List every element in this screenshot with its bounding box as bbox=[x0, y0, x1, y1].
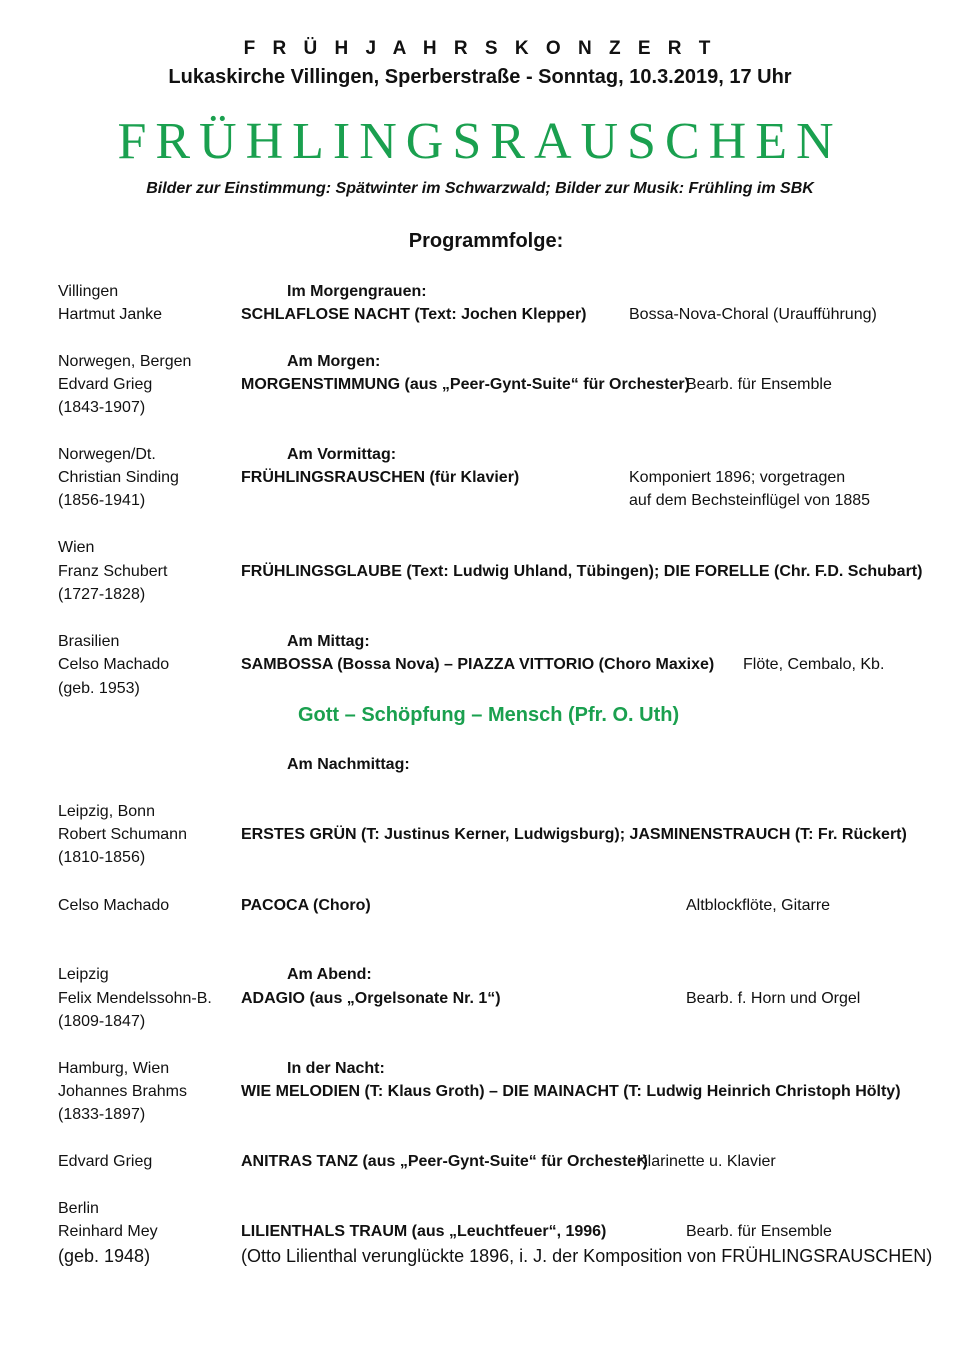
composer-place: Hamburg, Wien bbox=[58, 1060, 170, 1077]
time-of-day: In der Nacht: bbox=[287, 1060, 385, 1077]
concert-kicker: F R Ü H J A H R S K O N Z E R T bbox=[243, 38, 717, 59]
composer-place: Villingen bbox=[58, 283, 119, 300]
subtitle: Bilder zur Einstimmung: Spätwinter im Schwarzwald; Bilder zur Musik: Frühling im SBK bbox=[146, 180, 814, 197]
composer-dates: (1833-1897) bbox=[58, 1106, 146, 1123]
composer-dates: (geb. 1948) bbox=[58, 1246, 151, 1266]
work-title: PACOCA (Choro) bbox=[241, 897, 371, 914]
composer-name: Celso Machado bbox=[58, 897, 170, 914]
work-note: Bearb. für Ensemble bbox=[686, 1223, 832, 1240]
composer-name: Edvard Grieg bbox=[58, 1153, 153, 1170]
work-title: SCHLAFLOSE NACHT (Text: Jochen Klepper) bbox=[241, 306, 587, 323]
venue-date-line: Lukaskirche Villingen, Sperberstraße - Sonntag, 10.3.2019, 17 Uhr bbox=[168, 66, 792, 88]
time-of-day: Am Morgen: bbox=[287, 353, 381, 370]
work-title: ADAGIO (aus „Orgelsonate Nr. 1“) bbox=[241, 990, 501, 1007]
work-title: FRÜHLINGSRAUSCHEN (für Klavier) bbox=[241, 469, 520, 486]
composer-name: Robert Schumann bbox=[58, 826, 187, 843]
composer-place: Leipzig, Bonn bbox=[58, 803, 155, 820]
composer-dates: (1856-1941) bbox=[58, 492, 146, 509]
time-of-day: Am Vormittag: bbox=[287, 446, 397, 463]
composer-name: Reinhard Mey bbox=[58, 1223, 158, 1240]
composer-name: Johannes Brahms bbox=[58, 1083, 187, 1100]
composer-name: Christian Sinding bbox=[58, 469, 179, 486]
work-title: FRÜHLINGSGLAUBE (Text: Ludwig Uhland, Tübingen); DIE FORELLE (Chr. F.D. Schubart) bbox=[241, 563, 923, 580]
composer-place: Brasilien bbox=[58, 633, 120, 650]
work-note: Komponiert 1896; vorgetragen bbox=[629, 469, 846, 486]
spoken-interlude: Gott – Schöpfung – Mensch (Pfr. O. Uth) bbox=[298, 704, 680, 726]
work-title: SAMBOSSA (Bossa Nova) – PIAZZA VITTORIO (Choro Maxixe) bbox=[241, 656, 715, 673]
work-title: ERSTES GRÜN (T: Justinus Kerner, Ludwigsburg); JASMINENSTRAUCH (T: Fr. Rückert) bbox=[241, 826, 907, 843]
concert-title: FRÜHLINGSRAUSCHEN bbox=[117, 113, 843, 170]
work-title: ANITRAS TANZ (aus „Peer-Gynt-Suite“ für Orchester) bbox=[241, 1153, 648, 1170]
composer-place: Leipzig bbox=[58, 966, 109, 983]
work-title: LILIENTHALS TRAUM (aus „Leuchtfeuer“, 1996) bbox=[241, 1223, 607, 1240]
work-note: Bearb. für Ensemble bbox=[686, 376, 832, 393]
composer-name: Felix Mendelssohn-B. bbox=[58, 990, 212, 1007]
work-title: WIE MELODIEN (T: Klaus Groth) – DIE MAINACHT (T: Ludwig Heinrich Christoph Hölty) bbox=[241, 1083, 901, 1100]
work-footnote: (Otto Lilienthal verunglückte 1896, i. J. der Komposition von FRÜHLINGSRAUSCHEN) bbox=[241, 1246, 933, 1266]
work-note: Bearb. f. Horn und Orgel bbox=[686, 990, 861, 1007]
composer-name: Celso Machado bbox=[58, 656, 170, 673]
composer-name: Edvard Grieg bbox=[58, 376, 153, 393]
composer-name: Hartmut Janke bbox=[58, 306, 163, 323]
time-of-day: Am Nachmittag: bbox=[287, 756, 410, 773]
composer-name: Franz Schubert bbox=[58, 563, 168, 580]
time-of-day: Am Mittag: bbox=[287, 633, 370, 650]
composer-place: Berlin bbox=[58, 1200, 99, 1217]
composer-dates: (1843-1907) bbox=[58, 399, 146, 416]
composer-dates: (1810-1856) bbox=[58, 849, 146, 866]
work-note: Klarinette u. Klavier bbox=[637, 1153, 776, 1170]
work-note: Altblockflöte, Gitarre bbox=[686, 897, 831, 914]
time-of-day: Am Abend: bbox=[287, 966, 372, 983]
program-heading: Programmfolge: bbox=[408, 230, 564, 252]
composer-place: Norwegen, Bergen bbox=[58, 353, 192, 370]
composer-dates: (geb. 1953) bbox=[58, 680, 140, 697]
composer-dates: (1727-1828) bbox=[58, 586, 146, 603]
work-note: auf dem Bechsteinflügel von 1885 bbox=[629, 492, 871, 509]
composer-dates: (1809-1847) bbox=[58, 1013, 146, 1030]
work-note: Bossa-Nova-Choral (Uraufführung) bbox=[629, 306, 877, 323]
time-of-day: Im Morgengrauen: bbox=[287, 283, 427, 300]
work-title: MORGENSTIMMUNG (aus „Peer-Gynt-Suite“ für Orchester) bbox=[241, 376, 690, 393]
composer-place: Wien bbox=[58, 539, 95, 556]
composer-place: Norwegen/Dt. bbox=[58, 446, 156, 463]
work-note: Flöte, Cembalo, Kb. bbox=[743, 656, 885, 673]
